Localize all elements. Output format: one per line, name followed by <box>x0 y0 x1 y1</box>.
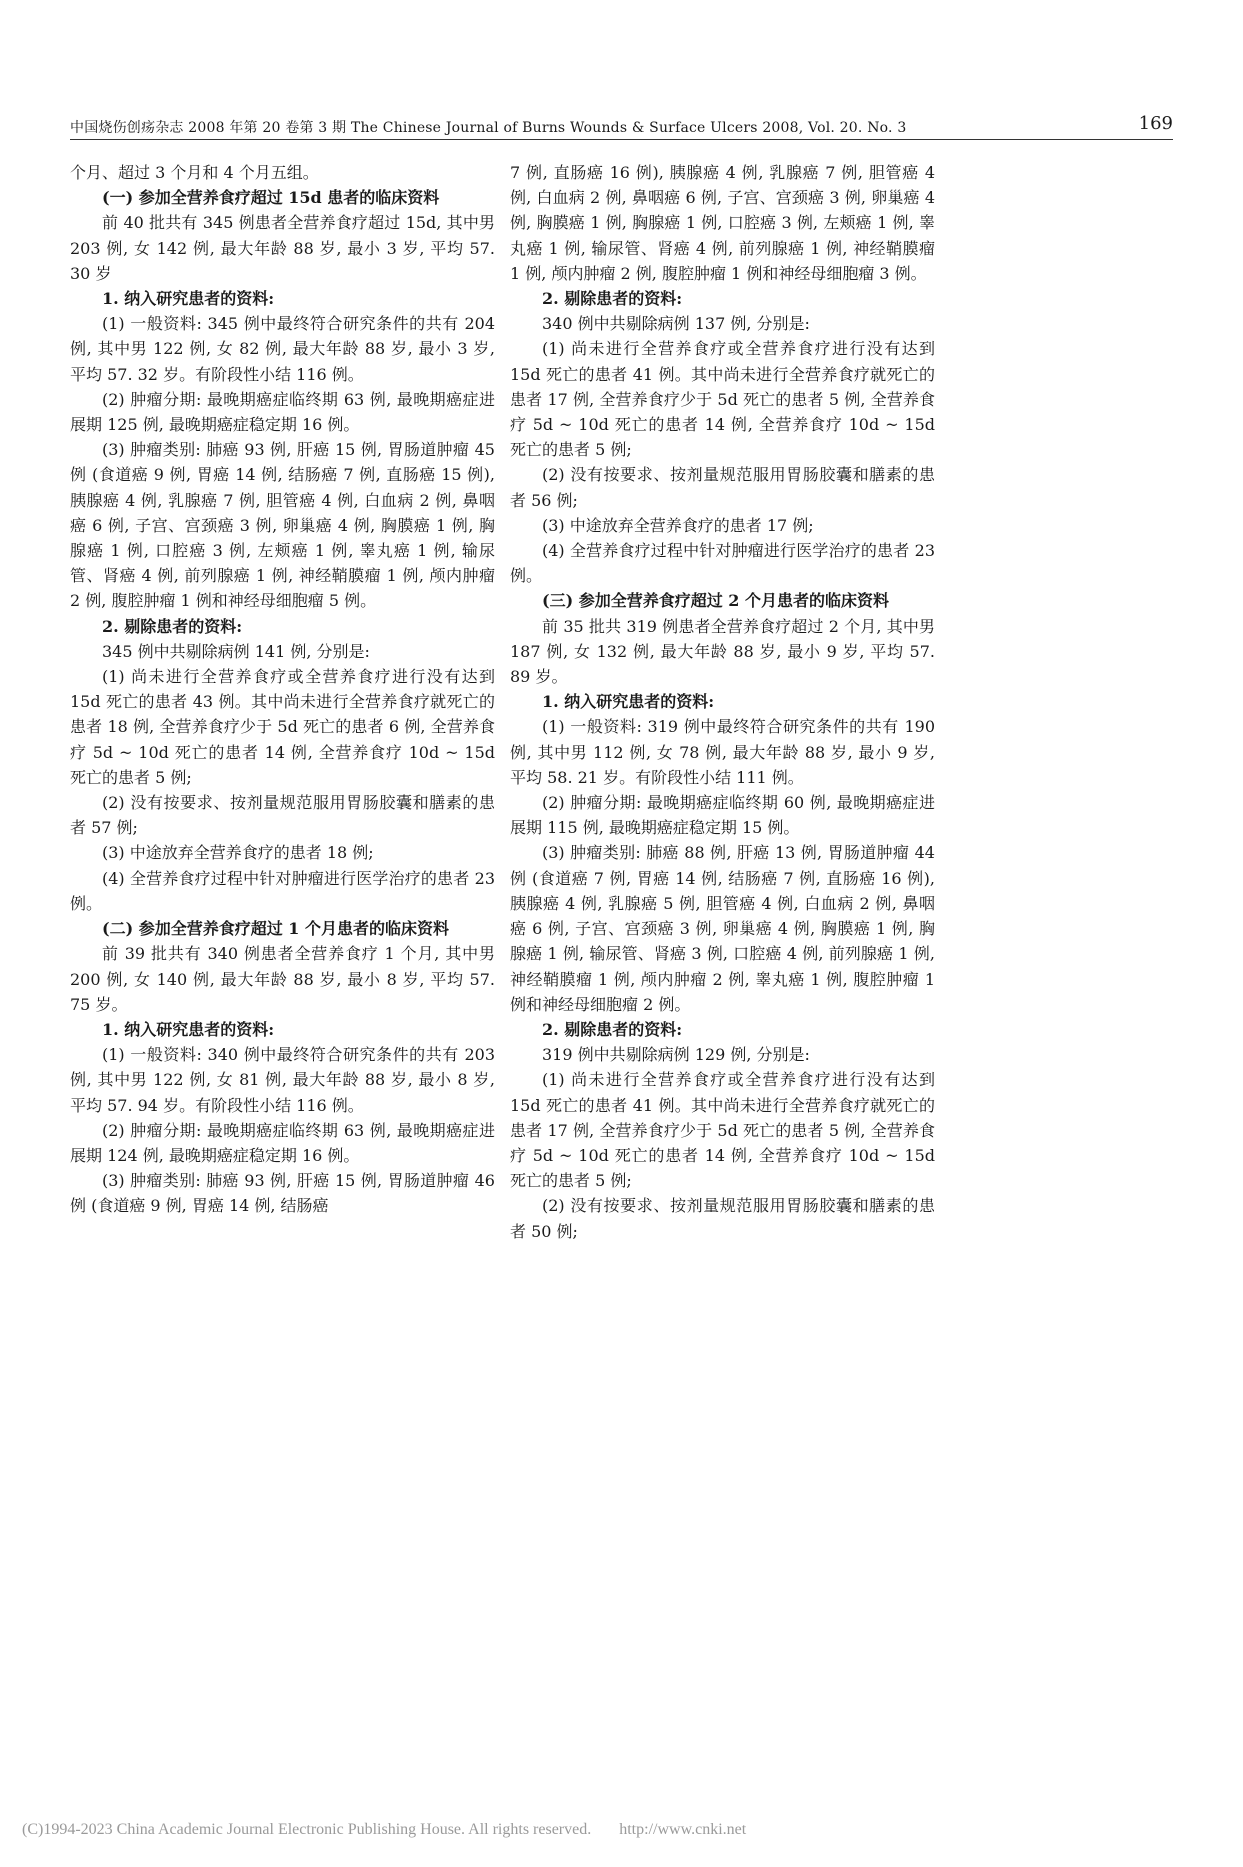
paragraph: (4) 全营养食疗过程中针对肿瘤进行医学治疗的患者 23 例。 <box>510 541 935 586</box>
paragraph: (3) 中途放弃全营养食疗的患者 18 例; <box>102 843 374 863</box>
paragraph: (2) 没有按要求、按剂量规范服用胃肠胶囊和膳素的患者 50 例; <box>510 1196 935 1241</box>
running-header <box>70 113 1173 139</box>
left-column <box>70 160 495 1219</box>
section-heading: 2. 剔除患者的资料: <box>102 616 243 636</box>
paragraph: (1) 一般资料: 345 例中最终符合研究条件的共有 204 例, 其中男 122 例, 女 82 例, 最大年龄 88 岁, 最小 3 岁, 平均 57. 32 岁。有阶段性小结 116 例。 <box>70 314 495 384</box>
section-heading: 1. 纳入研究患者的资料: <box>102 1019 275 1039</box>
section-heading: 1. 纳入研究患者的资料: <box>102 289 275 309</box>
paragraph: (2) 没有按要求、按剂量规范服用胃肠胶囊和膳素的患者 57 例; <box>70 793 495 838</box>
paragraph: 个月、超过 3 个月和 4 个月五组。 <box>70 163 319 182</box>
paragraph: (2) 肿瘤分期: 最晚期癌症临终期 63 例, 最晚期癌症进展期 125 例, 最晚期癌症稳定期 16 例。 <box>70 389 495 435</box>
paragraph: (3) 肿瘤类别: 肺癌 88 例, 肝癌 13 例, 胃肠道肿瘤 44 例 (食道癌 7 例, 胃癌 14 例, 结肠癌 7 例, 直肠癌 16 例), 胰腺癌 4 例, 乳腺癌 5 例, 胆管癌 4 例, 白血病 2 例, 鼻咽癌 6 例, 子宫、宫颈癌 3 例, 卵巢癌 4 例, 胸膜癌 1 例, 胸腺癌 1 例, 输尿管、肾癌 3 例, 口腔癌 4 例, 前列腺癌 1 例, 神经鞘膜瘤 1 例, 颅内肿瘤 2 例, 睾丸癌 1 例, 腹腔肿瘤 1 例和神经母细胞瘤 2 例。 <box>510 843 935 1014</box>
section-heading: (二) 参加全营养食疗超过 1 个月患者的临床资料 <box>102 919 449 939</box>
paragraph: 前 40 批共有 345 例患者全营养食疗超过 15d, 其中男 203 例, 女 142 例, 最大年龄 88 岁, 最小 3 岁, 平均 57. 30 岁 <box>70 213 495 283</box>
paragraph: (3) 中途放弃全营养食疗的患者 17 例; <box>542 515 814 535</box>
cnki-link[interactable]: http://www.cnki.net <box>619 1821 747 1838</box>
section-heading: 2. 剔除患者的资料: <box>542 1019 683 1039</box>
paragraph: 319 例中共剔除病例 129 例, 分别是: <box>542 1045 810 1065</box>
paragraph: (2) 肿瘤分期: 最晚期癌症临终期 63 例, 最晚期癌症进展期 124 例, 最晚期癌症稳定期 16 例。 <box>70 1120 495 1165</box>
paragraph: 340 例中共剔除病例 137 例, 分别是: <box>542 314 810 334</box>
paragraph: 前 39 批共有 340 例患者全营养食疗 1 个月, 其中男 200 例, 女 140 例, 最大年龄 88 岁, 最小 8 岁, 平均 57. 75 岁。 <box>70 944 495 1014</box>
paragraph: (1) 一般资料: 319 例中最终符合研究条件的共有 190 例, 其中男 112 例, 女 78 例, 最大年龄 88 岁, 最小 9 岁, 平均 58. 21 岁。有阶段性小结 111 例。 <box>510 717 935 787</box>
copyright-text: (C)1994-2023 China Academic Journal Electronic Publishing House. All rights reserved. <box>22 1821 592 1838</box>
paragraph: 7 例, 直肠癌 16 例), 胰腺癌 4 例, 乳腺癌 7 例, 胆管癌 4 例, 白血病 2 例, 鼻咽癌 6 例, 子宫、宫颈癌 3 例, 卵巢癌 4 例, 胸膜癌 1 例, 胸腺癌 1 例, 口腔癌 3 例, 左颊癌 1 例, 睾丸癌 1 例, 输尿管、肾癌 4 例, 前列腺癌 1 例, 神经鞘膜瘤 1 例, 颅内肿瘤 2 例, 腹腔肿瘤 1 例和神经母细胞瘤 3 例。 <box>510 163 935 283</box>
paragraph: (1) 尚未进行全营养食疗或全营养食疗进行没有达到 15d 死亡的患者 41 例。其中尚未进行全营养食疗就死亡的患者 17 例, 全营养食疗少于 5d 死亡的患者 5 例, 全营养食疗 5d ~ 10d 死亡的患者 14 例, 全营养食疗 10d ~ 15d 死亡的患者 5 例; <box>510 1070 935 1191</box>
paragraph: (2) 没有按要求、按剂量规范服用胃肠胶囊和膳素的患者 56 例; <box>510 465 935 510</box>
paragraph: 前 35 批共 319 例患者全营养食疗超过 2 个月, 其中男 187 例, 女 132 例, 最大年龄 88 岁, 最小 9 岁, 平均 57. 89 岁。 <box>510 616 935 687</box>
paragraph: (3) 肿瘤类别: 肺癌 93 例, 肝癌 15 例, 胃肠道肿瘤 45 例 (食道癌 9 例, 胃癌 14 例, 结肠癌 7 例, 直肠癌 15 例), 胰腺癌 4 例, 乳腺癌 7 例, 胆管癌 4 例, 白血病 2 例, 鼻咽癌 6 例, 子宫、宫颈癌 3 例, 卵巢癌 4 例, 胸膜癌 1 例, 胸腺癌 1 例, 口腔癌 3 例, 左颊癌 1 例, 睾丸癌 1 例, 输尿管、肾癌 4 例, 前列腺癌 1 例, 神经鞘膜瘤 1 例, 颅内肿瘤 2 例, 腹腔肿瘤 1 例和神经母细胞瘤 5 例。 <box>70 440 495 611</box>
section-heading: (三) 参加全营养食疗超过 2 个月患者的临床资料 <box>542 591 889 611</box>
paragraph: (1) 一般资料: 340 例中最终符合研究条件的共有 203 例, 其中男 122 例, 女 81 例, 最大年龄 88 岁, 最小 8 岁, 平均 57. 94 岁。有阶段性小结 116 例。 <box>70 1045 495 1115</box>
section-heading: 2. 剔除患者的资料: <box>542 289 683 309</box>
copyright-footer <box>22 1821 1222 1839</box>
section-heading: (一) 参加全营养食疗超过 15d 患者的临床资料 <box>102 188 440 208</box>
page-number: 169 <box>1138 113 1173 134</box>
paragraph: (1) 尚未进行全营养食疗或全营养食疗进行没有达到 15d 死亡的患者 41 例。其中尚未进行全营养食疗就死亡的患者 17 例, 全营养食疗少于 5d 死亡的患者 5 例, 全营养食疗 5d ~ 10d 死亡的患者 14 例, 全营养食疗 10d ~ 15d 死亡的患者 5 例; <box>510 339 935 460</box>
paragraph: (2) 肿瘤分期: 最晚期癌症临终期 60 例, 最晚期癌症进展期 115 例, 最晚期癌症稳定期 15 例。 <box>510 793 935 838</box>
paragraph: (3) 肿瘤类别: 肺癌 93 例, 肝癌 15 例, 胃肠道肿瘤 46 例 (食道癌 9 例, 胃癌 14 例, 结肠癌 <box>70 1171 495 1216</box>
paragraph: (4) 全营养食疗过程中针对肿瘤进行医学治疗的患者 23 例。 <box>70 868 495 913</box>
header-rule <box>70 139 1173 140</box>
paragraph: 345 例中共剔除病例 141 例, 分别是: <box>102 641 370 661</box>
section-heading: 1. 纳入研究患者的资料: <box>542 692 715 712</box>
right-column <box>510 160 935 1244</box>
paragraph: (1) 尚未进行全营养食疗或全营养食疗进行没有达到 15d 死亡的患者 43 例。其中尚未进行全营养食疗就死亡的患者 18 例, 全营养食疗少于 5d 死亡的患者 6 例, 全营养食疗 5d ~ 10d 死亡的患者 14 例, 全营养食疗 10d ~ 15d 死亡的患者 5 例; <box>70 667 495 787</box>
journal-title: 中国烧伤创疡杂志 2008 年第 20 卷第 3 期 The Chinese Journal of Burns Wounds & Surface Ulcers 2008, Vol. 20. No. 3 <box>70 120 907 136</box>
